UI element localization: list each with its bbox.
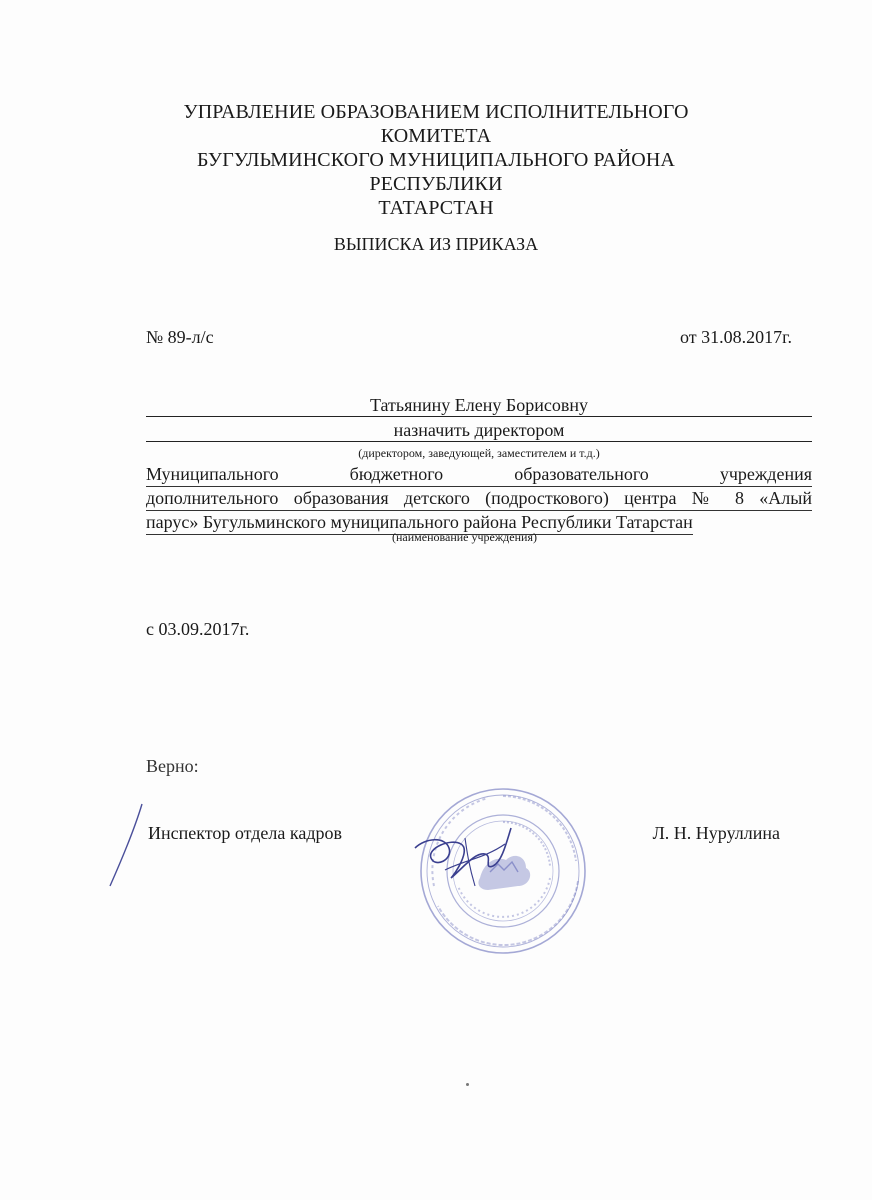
institution-line-1: Муниципального бюджетного образовательного учреждения <box>146 463 812 487</box>
start-date: с 03.09.2017г. <box>146 619 250 639</box>
person-name: Татьянину Елену Борисовну <box>146 394 812 417</box>
institution-name <box>146 463 812 535</box>
organization-heading <box>130 100 742 220</box>
order-number: № 89-л/с <box>146 327 214 347</box>
signer-name: Л. Н. Нуруллина <box>652 823 780 843</box>
paper-speck <box>466 1083 469 1086</box>
margin-pen-mark <box>100 800 160 890</box>
institution-line-3: парус» Бугульминского муниципального района Республики Татарстан <box>146 511 693 535</box>
organization-line-1: УПРАВЛЕНИЕ ОБРАЗОВАНИЕМ ИСПОЛНИТЕЛЬНОГО КОМИТЕТА <box>183 101 689 147</box>
verified-label: Верно: <box>146 756 199 776</box>
handwritten-signature <box>405 808 525 898</box>
inspector-title: Инспектор отдела кадров <box>148 823 343 843</box>
institution-line-2: дополнительного образования детского (подросткового) центра № 8 «Алый <box>146 487 812 511</box>
position-caption: (директором, заведующей, заместителем и т.д.) <box>358 446 600 460</box>
institution-caption: (наименование учреждения) <box>392 530 537 544</box>
order-action: назначить директором <box>146 419 812 442</box>
document-title: ВЫПИСКА ИЗ ПРИКАЗА <box>333 234 539 254</box>
organization-line-2: БУГУЛЬМИНСКОГО МУНИЦИПАЛЬНОГО РАЙОНА РЕСПУБЛИКИ <box>197 149 675 195</box>
order-date: от 31.08.2017г. <box>680 327 792 347</box>
organization-line-3: ТАТАРСТАН <box>378 197 494 219</box>
